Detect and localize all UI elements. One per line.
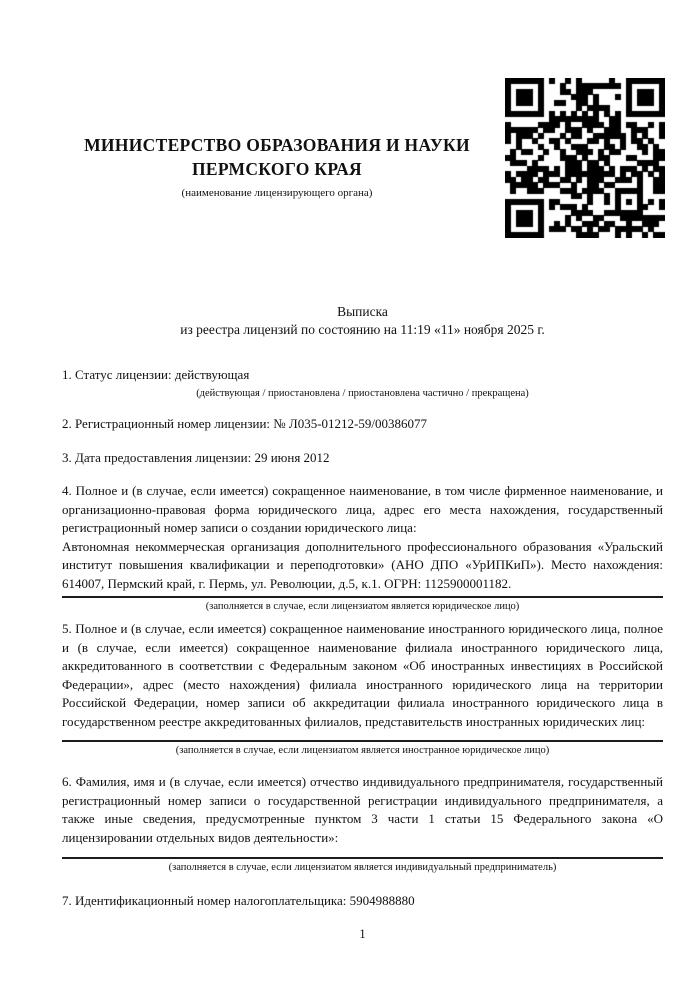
ministry-name-line2: ПЕРМСКОГО КРАЯ [192,159,362,179]
page-number: 1 [359,927,366,941]
license-status-options-caption: (действующая / приостановлена / приостановлена частично / прекращена) [196,387,529,399]
registration-number-text: 2. Регистрационный номер лицензии: № Л035-01212-59/00386077 [62,416,428,431]
item-grant-date [62,449,663,468]
document-title-line1: Выписка [337,304,388,319]
foreign-entity-label: 5. Полное и (в случае, если имеется) сокращенное наименование иностранного юридического лица, полное и (в случае, если имеется) сокращенное наименование филиала иностранного юридического лица, аккредитованного в соответствии с Федеральным законом «Об иностранных инвестициях в Российской Федерации», адрес (место нахождения) филиала иностранного юридического лица на территории Российской Федерации, номер записи об аккредитации филиала иностранного юридического лица в государственном реестре аккредитованных филиалов, представительств иностранных юридических лиц: [62,621,663,729]
qr-code-icon [505,78,665,238]
legal-entity-label: 4. Полное и (в случае, если имеется) сокращенное наименование, в том числе фирменное наименование, и организационно-правовая форма юридического лица, адрес его места нахождения, государственный регистрационный номер записи о создании юридического лица: [62,483,663,536]
legal-entity-caption: (заполняется в случае, если лицензиатом является юридическое лицо) [205,600,520,612]
taxpayer-number-text: 7. Идентификационный номер налогоплательщика: 5904988880 [62,893,415,908]
ministry-header [62,133,492,200]
item-foreign-entity [62,620,663,757]
grant-date-text: 3. Дата предоставления лицензии: 29 июня 2012 [62,450,330,465]
individual-entrepreneur-caption: (заполняется в случае, если лицензиатом является индивидуальный предприниматель) [168,862,557,874]
legal-entity-underline-rule [62,596,663,598]
ministry-caption: (наименование лицензирующего органа) [181,187,373,199]
legal-entity-value: Автономная некоммерческая организация дополнительного профессионального образования «Уральский институт повышения квалификации и переподготовки» (АНО ДПО «УрИПКиП»). Место нахождения: 614007, Пермский край, г. Пермь, ул. Революции, д.5, к.1. ОГРН: 1125900001182. [62,538,663,591]
item-individual-entrepreneur [62,773,663,874]
individual-entrepreneur-label: 6. Фамилия, имя и (в случае, если имеется) отчество индивидуального предпринимателя, государственный регистрационный номер записи о государственной регистрации индивидуального предпринимателя, а также иные сведения, предусмотренные пунктом 3 части 1 статьи 15 Федерального закона «О лицензировании отдельных видов деятельности»: [62,774,663,845]
item-taxpayer-number [62,892,663,911]
item-registration-number [62,415,663,434]
item-license-status [62,366,663,400]
foreign-entity-blank-rule [62,740,663,742]
document-title-line2: из реестра лицензий по состоянию на 11:19 «11» ноября 2025 г. [180,321,545,337]
foreign-entity-caption: (заполняется в случае, если лицензиатом является иностранное юридическое лицо) [175,744,550,756]
license-status-text: 1. Статус лицензии: действующая [62,367,250,382]
document-title [62,303,663,338]
item-legal-entity [62,482,663,613]
individual-entrepreneur-blank-rule [62,857,663,859]
ministry-name-line1: МИНИСТЕРСТВО ОБРАЗОВАНИЯ И НАУКИ [84,135,470,155]
